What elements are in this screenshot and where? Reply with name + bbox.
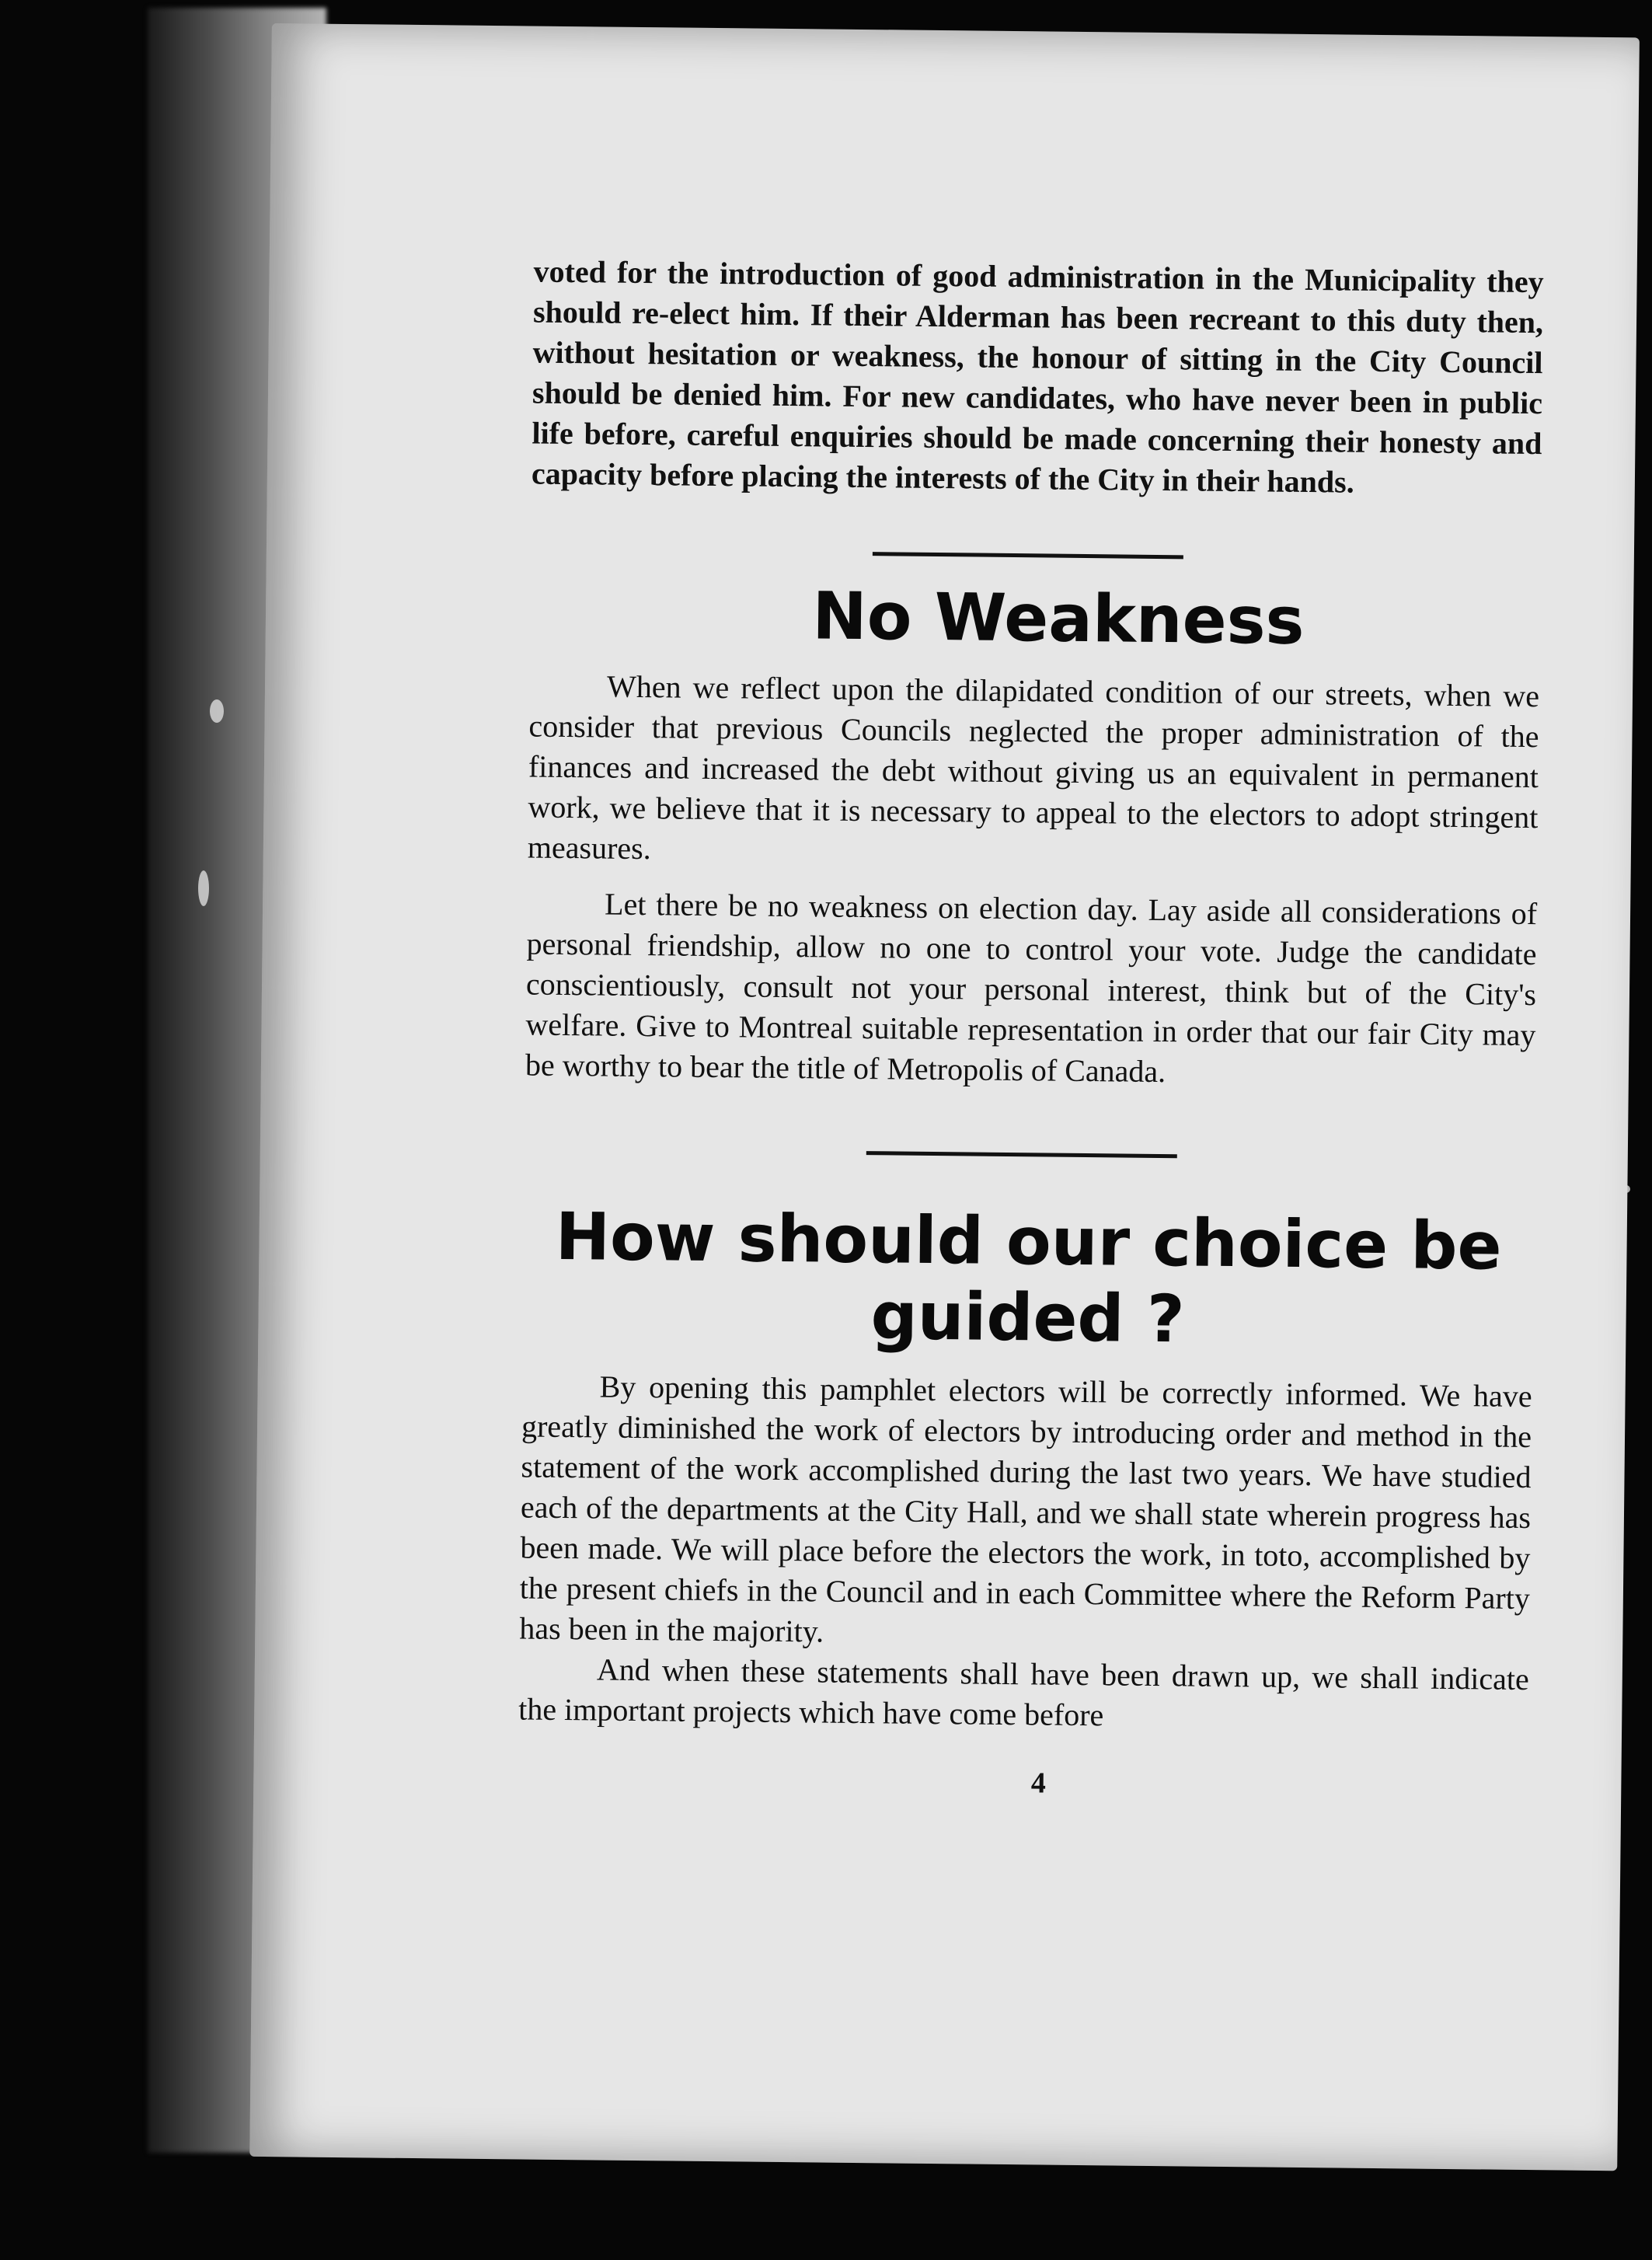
choice-heading-line-2: guided ? (870, 1278, 1186, 1358)
choice-paragraph-1: By opening this pamphlet electors will be correctly informed. We have greatly diminished the work of electors by introducing order and method in the statement of the work accomplished during the last two years. We have studied each of the departments at the City Hall, and we shall state wherein progress has been made. We will place before the electors the work, in toto, accomplished by the present chiefs in the Council and in each Committee where the Reform Party has been in the majority. (519, 1369, 1532, 1649)
choice-paragraph-2: And when these statements shall have been drawn up, we shall indicate the important projects which have come before (518, 1651, 1530, 1733)
pamphlet-page (249, 23, 1640, 2171)
scan-speck (1622, 1185, 1630, 1193)
no-weakness-paragraph-2: Let there be no weakness on election day. Lay aside all considerations of personal friendship, allow no one to control your vote. Judge the candidate conscientiously, consult not your personal interest, think but of the City's welfare. Give to Montreal suitable representation in order that our fair City may be worthy to bear the title of Metropolis of Canada. (525, 886, 1538, 1090)
choice-heading (522, 1198, 1534, 1361)
page-content (518, 252, 1544, 1806)
intro-paragraph: voted for the introduction of good administration in the Municipality they should re-elect him. If their Alderman has been recreant to this duty then, without hesitation or weakness, the honour of sitting in the City Council should be denied him. For new candidates, who have never been in public life before, careful enquiries should be made concerning their honesty and capacity before placing the interests of the City in their hands. (531, 253, 1544, 500)
scan-speck (210, 699, 224, 723)
page-number: 4 (1030, 1766, 1047, 1800)
choice-heading-line-1: How should our choice be (555, 1198, 1502, 1285)
scan-speck (198, 870, 209, 906)
no-weakness-paragraph-1: When we reflect upon the dilapidated condition of our streets, when we consider that previous Councils neglected the proper administration of the finances and increased the debt without giving us an equivalent in permanent work, we believe that it is necessary to appeal to the electors to adopt stringent measures. (527, 668, 1540, 867)
no-weakness-heading: No Weakness (811, 577, 1305, 659)
